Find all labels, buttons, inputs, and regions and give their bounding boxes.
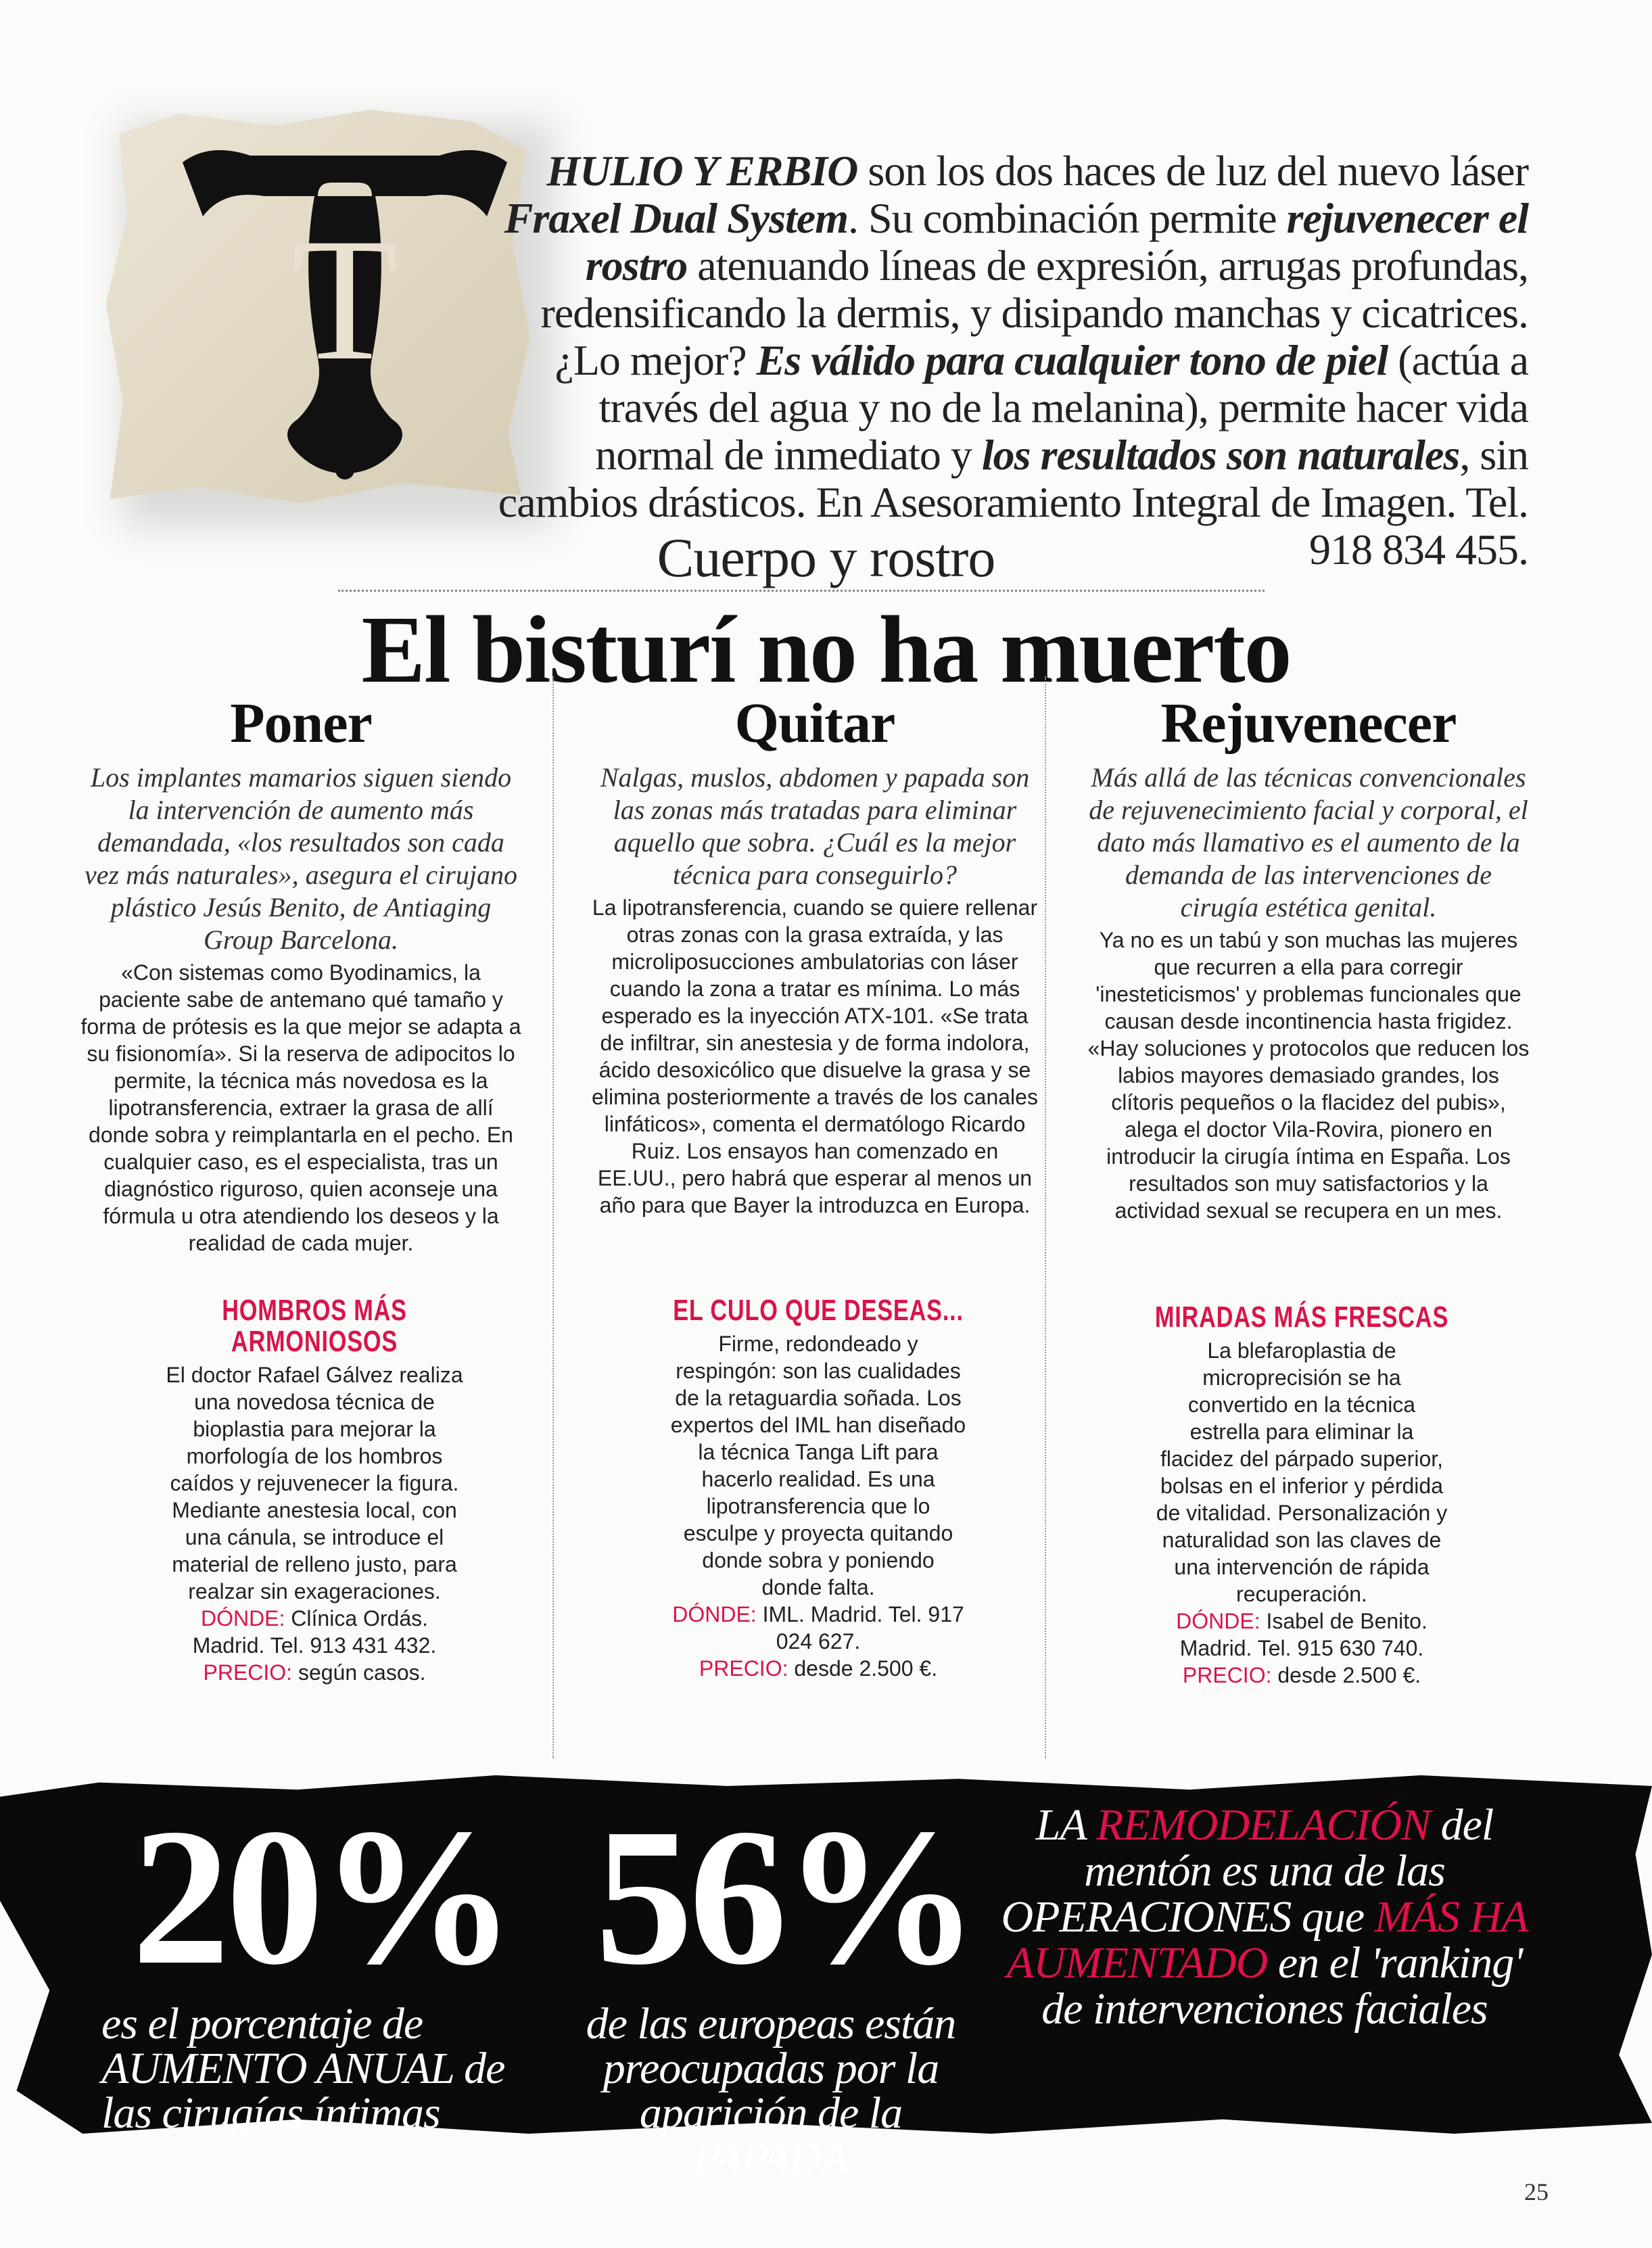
section-kicker: Cuerpo y rostro: [657, 527, 995, 588]
column-body: «Con sistemas como Byodinamics, la paciente sabe de antemano qué tamaño y forma de prótesis es la que mejor se adapta a su fisionomía». Si la reserva de adipocitos lo permite, la técnica más novedosa es la lipotransferencia, extraer la grasa de allí donde sobra y reimplantarla en el pecho. En cualquier caso, es el especialista, tras un diagnóstico riguroso, quien aconseje una fórmula u otra atendiendo los deseos y la realidad de cada mujer.: [80, 960, 521, 1255]
intro-paragraph: [487, 147, 1528, 573]
column-body: La lipotransferencia, cuando se quiere rellenar otras zonas con la grasa extraída, y las microliposucciones ambulatorias con láser cuando la zona a tratar es mínima. Lo más esperado es la inyección ATX-101. «Se trata de infiltrar, sin anestesia y de forma indolora, ácido desoxicólico que disuelve la grasa y se elimina posteriormente a través de los canales linfáticos», comenta el dermatólogo Ricardo Ruiz. Los ensayos han comenzado en EE.UU., pero habrá que esperar al menos un año para que Bayer la introduzca en Europa.: [592, 895, 1038, 1217]
column-divider: [552, 676, 554, 1758]
kicker-divider: [338, 590, 1265, 592]
sidebar-body: La blefaroplastia de microprecisión se ha convertido en la técnica estrella para eliminar la flacidez del párpado superior, bolsas en el inferior y pérdida de vitalidad. Personalización y naturalidad son las claves de una intervención de rápida recuperación.: [1156, 1338, 1448, 1606]
precio-value: desde 2.500 €.: [788, 1656, 938, 1681]
donde-label: DÓNDE:: [672, 1602, 757, 1626]
sidebar-miradas: [1153, 1302, 1450, 1689]
column-lead: Más allá de las técnicas convencionales de rejuvenecimiento facial y corporal, el dato más llamativo es el aumento de la demanda de las intervenciones de cirugía estética genital.: [1089, 762, 1528, 922]
page-headline: El bisturí no ha muerto: [361, 596, 1291, 703]
quote-highlight: REMODELACIÓN: [1096, 1800, 1431, 1850]
intro-text-1: son los dos haces de luz del nuevo láser: [857, 147, 1528, 195]
intro-highlight-2: Es válido para cualquier tono de piel: [756, 336, 1388, 384]
stat-caption: de las europeas están preocupadas por la aparición de la PAPADA: [586, 1999, 956, 2182]
column-lead: Los implantes mamarios siguen siendo la intervención de aumento más demandada, «los resultados son cada vez más naturales», asegura el cirujano plástico Jesús Benito, de Antiaging Group Barcelona.: [85, 762, 517, 955]
intro-text-4: (actúa a través del agua y no de la melanina), permite hacer vida normal de inmediato y: [595, 336, 1528, 479]
sidebar-hombros: [166, 1295, 463, 1686]
column-title: Rejuvenecer: [1160, 692, 1457, 755]
column-rejuvenecer: [1085, 690, 1532, 1224]
quote-part: del mentón es una de las OPERACIONES que: [1001, 1800, 1494, 1942]
intro-product: Fraxel Dual System: [504, 194, 848, 242]
donde-label: DÓNDE:: [1176, 1609, 1260, 1633]
intro-text-3: atenuando líneas de expresión, arrugas profundas, redensificando la dermis, y disipando manchas y cicatrices. ¿Lo mejor?: [540, 241, 1528, 384]
sidebar-body: Firme, redondeado y respingón: son las cualidades de la retaguardia soñada. Los expertos del IML han diseñado la técnica Tanga Lift para hacerlo realidad. Es una lipotransferencia que lo esculpe y proyecta quitando donde sobra y poniendo donde falta.: [670, 1332, 966, 1599]
intro-highlight-1: rejuvenecer el rostro: [585, 194, 1528, 289]
precio-label: PRECIO:: [699, 1656, 788, 1681]
quote-highlight: MÁS HA AUMENTADO: [1006, 1892, 1528, 1988]
intro-lead: HULIO Y ERBIO: [546, 147, 858, 195]
sidebar-title: HOMBROS MÁS ARMONIOSOS: [222, 1294, 407, 1358]
intro-highlight-3: los resultados son naturales: [981, 431, 1460, 479]
column-quitar: [592, 690, 1038, 1219]
sidebar-culo: [669, 1295, 967, 1682]
column-title: Quitar: [734, 692, 895, 755]
column-body: Ya no es un tabú y son muchas las mujeres que recurren a ella para corregir 'inesteticismos' y problemas funcionales que causan desde incontinencia hasta frigidez. «Hay soluciones y protocolos que reducen los labios mayores demasiado grandes, los clítoris pequeños o la flacidez del pubis», alega el doctor Vila-Rovira, pionero en introducir la cirugía íntima en España. Los resultados son muy satisfactorios y la actividad sexual se recupera en un mes.: [1087, 928, 1530, 1223]
sidebar-body: El doctor Rafael Gálvez realiza una novedosa técnica de bioplastia para mejorar la morfología de los hombros caídos y rejuvenecer la figura. Mediante anestesia local, con una cánula, se introduce el material de relleno justo, para realzar sin exageraciones.: [166, 1363, 463, 1603]
precio-value: desde 2.500 €.: [1271, 1663, 1421, 1687]
column-poner: [78, 690, 524, 1257]
dropcap-letter: T: [291, 202, 399, 397]
stat-value: 20%: [132, 1788, 512, 2005]
quote-part: LA: [1035, 1800, 1097, 1850]
sidebar-title: MIRADAS MÁS FRESCAS: [1154, 1301, 1449, 1334]
column-divider: [1045, 676, 1046, 1758]
donde-value: IML. Madrid. Tel. 917 024 627.: [756, 1602, 964, 1654]
donde-value: Clínica Ordás. Madrid. Tel. 913 431 432.: [192, 1606, 437, 1658]
precio-label: PRECIO:: [1182, 1663, 1272, 1687]
page-number: 25: [1524, 2178, 1549, 2205]
precio-label: PRECIO:: [203, 1660, 293, 1685]
donde-value: Isabel de Benito. Madrid. Tel. 915 630 740.: [1179, 1609, 1427, 1660]
dropcap-ornament: [169, 135, 521, 487]
sidebar-title: EL CULO QUE DESEAS...: [673, 1294, 964, 1327]
column-title: Poner: [230, 692, 372, 755]
stat-value: 56%: [595, 1788, 975, 2005]
donde-label: DÓNDE:: [200, 1606, 285, 1631]
intro-text-2: . Su combinación permite: [847, 194, 1287, 242]
pull-quote: [994, 1802, 1535, 2032]
stat-caption: es el porcentaje de AUMENTO ANUAL de las cirugías íntimas: [101, 1999, 505, 2138]
column-lead: Nalgas, muslos, abdomen y papada son las zonas más tratadas para eliminar aquello que sobra. ¿Cuál es la mejor técnica para conseguirlo?: [600, 762, 1030, 890]
intro-text-5: , sin cambios drásticos. En Asesoramiento Integral de Imagen. Tel. 918 834 455.: [498, 431, 1528, 573]
precio-value: según casos.: [292, 1660, 426, 1685]
quote-part: en el 'ranking' de intervenciones faciales: [1041, 1938, 1523, 2034]
